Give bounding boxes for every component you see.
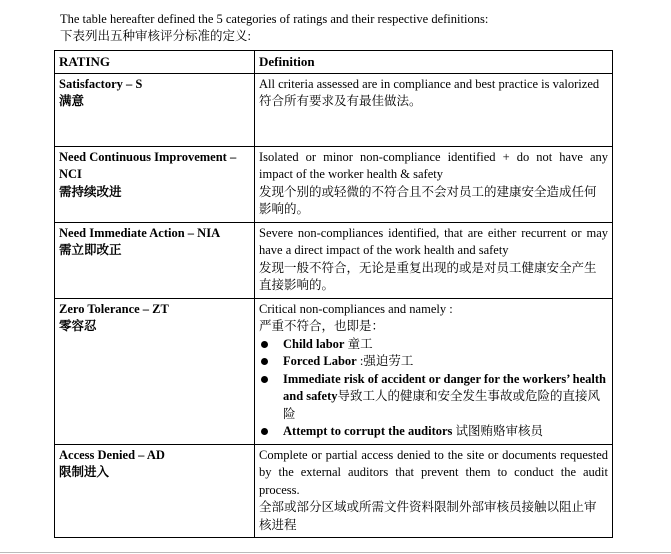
rating-name-en: Need Immediate Action – NIA	[59, 225, 221, 240]
list-item	[259, 353, 608, 371]
definition-cell	[255, 298, 613, 444]
definition-zh: 发现一般不符合，无论是重复出现的或是对员工健康安全产生直接影响的。	[259, 260, 597, 292]
bullet-bold: Child labor	[283, 336, 345, 351]
bullet-icon	[261, 358, 268, 365]
rating-name-en: Satisfactory – S	[59, 76, 143, 91]
table-row	[55, 444, 613, 538]
bullet-icon	[261, 428, 268, 435]
header-rating: RATING	[55, 51, 255, 74]
definition-cell	[255, 222, 613, 298]
rating-name-en: Access Denied – AD	[59, 447, 165, 462]
rating-name-zh: 零容忍	[59, 319, 97, 333]
definition-cell	[255, 146, 613, 222]
table-row	[55, 222, 613, 298]
bullet-rest: 导致工人的健康和安全发生事故或危险的直接风险	[283, 389, 601, 421]
rating-name-en: Need Continuous Improvement – NCI	[59, 149, 237, 181]
definition-cell	[255, 73, 613, 146]
rating-cell	[55, 444, 255, 538]
rating-cell	[55, 146, 255, 222]
intro-text	[60, 11, 660, 45]
definition-en: All criteria assessed are in compliance and best practice is valorized	[259, 76, 600, 91]
rating-name-zh: 满意	[59, 94, 85, 108]
intro-en: The table hereafter defined the 5 categories of ratings and their respective definitions:	[60, 12, 489, 26]
definition-en: Severe non-compliances identified, that are either recurrent or may have a direct impact of the work health and safety	[259, 225, 608, 257]
bullet-rest: 童工	[344, 336, 373, 351]
bullet-icon	[261, 376, 268, 383]
rating-name-zh: 限制进入	[59, 465, 110, 479]
table-row	[55, 298, 613, 444]
bullet-bold: Forced Labor	[283, 354, 357, 368]
bullet-bold: Immediate risk of accident or danger for the workers’ health and safety	[283, 371, 606, 403]
table-header-row	[55, 51, 613, 74]
list-item	[259, 423, 608, 441]
definition-zh: 发现个别的或轻微的不符合且不会对员工的建康安全造成任何影响的。	[259, 184, 597, 216]
definition-en: Critical non-compliances and namely :	[259, 301, 453, 316]
definition-cell	[255, 444, 613, 538]
table-row	[55, 146, 613, 222]
table-row	[55, 73, 613, 146]
rating-cell	[55, 73, 255, 146]
list-item	[259, 371, 608, 424]
header-definition: Definition	[255, 51, 613, 74]
rating-name-zh: 需持续改进	[59, 184, 122, 199]
definition-en: Isolated or minor non-compliance identified + do not have any impact of the worker health & safety	[259, 149, 608, 181]
rating-cell	[55, 222, 255, 298]
ratings-table	[54, 50, 613, 538]
bullet-rest: :强迫劳工	[356, 354, 414, 368]
definition-zh: 符合所有要求及有最佳做法。	[259, 94, 422, 108]
definition-en: Complete or partial access denied to the site or documents requested by the external auditors that prevent them to conduct the audit process.	[259, 447, 608, 497]
rating-cell	[55, 298, 255, 444]
page-bottom-rule	[0, 552, 671, 553]
bullet-rest: 试图贿赂审核员	[452, 424, 544, 438]
bullet-list	[259, 336, 608, 441]
rating-name-en: Zero Tolerance – ZT	[59, 301, 169, 316]
rating-name-zh: 需立即改正	[59, 243, 122, 257]
definition-zh: 严重不符合，也即是：	[259, 319, 385, 333]
bullet-bold: Attempt to corrupt the auditors	[283, 424, 453, 438]
list-item	[259, 336, 608, 354]
intro-zh: 下表列出五种审核评分标准的定义:	[60, 29, 251, 43]
definition-zh: 全部或部分区域或所需文件资料限制外部审核员接触以阻止审核进程	[259, 500, 597, 532]
bullet-icon	[261, 341, 268, 348]
